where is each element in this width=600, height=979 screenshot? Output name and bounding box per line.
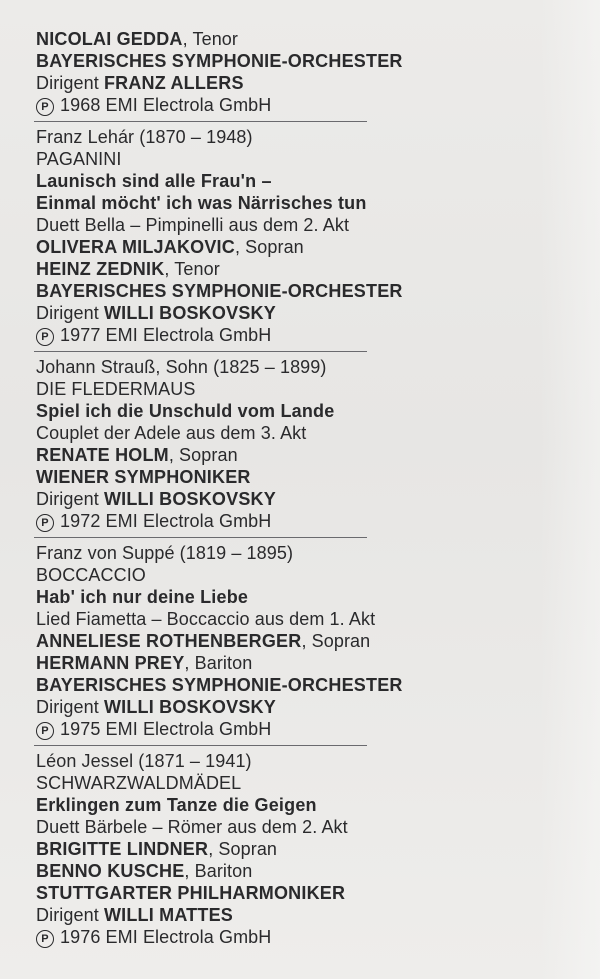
phonogram-copyright-icon: P — [36, 328, 54, 346]
credit-line — [36, 904, 576, 926]
credit-line — [36, 444, 576, 466]
bold-credit-text: Hab' ich nur deine Liebe — [36, 587, 249, 607]
credit-line — [36, 488, 576, 510]
credit-block — [36, 28, 576, 116]
section-divider — [34, 745, 367, 746]
credit-line — [36, 422, 576, 444]
bold-credit-text: RENATE HOLM — [36, 445, 169, 465]
voice-type: , Bariton — [184, 653, 253, 673]
credit-text: 1972 EMI Electrola GmbH — [60, 511, 272, 531]
credit-line — [36, 816, 576, 838]
bold-credit-text: Spiel ich die Unschuld vom Lande — [36, 401, 335, 421]
credit-line — [36, 772, 576, 794]
voice-type: , Sopran — [301, 631, 371, 651]
voice-type: , Tenor — [164, 259, 220, 279]
credit-line — [36, 302, 576, 324]
bold-credit-text: BRIGITTE LINDNER — [36, 839, 209, 859]
credit-line — [36, 794, 576, 816]
credit-text: Lied Fiametta – Boccaccio aus dem 1. Akt — [36, 609, 376, 629]
bold-credit-text: FRANZ ALLERS — [103, 73, 244, 93]
credit-block — [36, 542, 576, 740]
conductor-label: Dirigent — [36, 697, 104, 717]
voice-type: , Sopran — [208, 839, 278, 859]
credit-line — [36, 72, 576, 94]
credit-text: 1975 EMI Electrola GmbH — [60, 719, 272, 739]
credit-text: 1977 EMI Electrola GmbH — [60, 325, 272, 345]
credit-line — [36, 94, 576, 116]
credit-line — [36, 860, 576, 882]
phonogram-copyright-icon: P — [36, 722, 54, 740]
credit-line — [36, 280, 576, 302]
credit-text: PAGANINI — [36, 149, 122, 169]
voice-type: , Sopran — [234, 237, 304, 257]
phonogram-copyright-icon: P — [36, 98, 54, 116]
section-divider — [34, 121, 367, 122]
bold-credit-text: HEINZ ZEDNIK — [36, 259, 165, 279]
credit-line — [36, 564, 576, 586]
bold-credit-text: WILLI MATTES — [103, 905, 233, 925]
bold-credit-text: Erklingen zum Tanze die Geigen — [36, 795, 317, 815]
credit-line — [36, 586, 576, 608]
credit-line — [36, 608, 576, 630]
credit-line — [36, 378, 576, 400]
credit-line — [36, 126, 576, 148]
credit-line — [36, 50, 576, 72]
credit-text: SCHWARZWALDMÄDEL — [36, 773, 242, 793]
credit-block — [36, 356, 576, 532]
credit-line — [36, 236, 576, 258]
conductor-label: Dirigent — [36, 73, 104, 93]
credit-line — [36, 696, 576, 718]
credit-line — [36, 192, 576, 214]
credit-line — [36, 652, 576, 674]
bold-credit-text: HERMANN PREY — [36, 653, 185, 673]
section-divider — [34, 351, 367, 352]
credit-text: Duett Bella – Pimpinelli aus dem 2. Akt — [36, 215, 350, 235]
bold-credit-text: BENNO KUSCHE — [36, 861, 185, 881]
credit-line — [36, 466, 576, 488]
credit-line — [36, 324, 576, 346]
bold-credit-text: STUTTGARTER PHILHARMONIKER — [36, 883, 346, 903]
credit-text: Franz von Suppé (1819 – 1895) — [36, 543, 294, 563]
phonogram-copyright-icon: P — [36, 514, 54, 532]
bold-credit-text: BAYERISCHES SYMPHONIE-ORCHESTER — [36, 281, 403, 301]
voice-type: , Tenor — [182, 29, 239, 49]
credit-line — [36, 400, 576, 422]
bold-credit-text: ANNELIESE ROTHENBERGER — [36, 631, 302, 651]
bold-credit-text: OLIVERA MILJAKOVIC — [36, 237, 235, 257]
section-divider — [34, 537, 367, 538]
conductor-label: Dirigent — [36, 905, 104, 925]
credit-line — [36, 838, 576, 860]
phonogram-copyright-icon: P — [36, 930, 54, 948]
credit-line — [36, 926, 576, 948]
credit-text: 1968 EMI Electrola GmbH — [60, 95, 272, 115]
credit-line — [36, 258, 576, 280]
credit-line — [36, 542, 576, 564]
credit-line — [36, 510, 576, 532]
credit-block — [36, 126, 576, 346]
bold-credit-text: BAYERISCHES SYMPHONIE-ORCHESTER — [36, 675, 403, 695]
credit-line — [36, 630, 576, 652]
credit-text: BOCCACCIO — [36, 565, 146, 585]
bold-credit-text: BAYERISCHES SYMPHONIE-ORCHESTER — [36, 51, 403, 71]
credit-line — [36, 882, 576, 904]
credit-text: 1976 EMI Electrola GmbH — [60, 927, 272, 947]
liner-notes-text — [36, 28, 576, 948]
credit-block — [36, 750, 576, 948]
credit-text: Johann Strauß, Sohn (1825 – 1899) — [36, 357, 327, 377]
credit-text: Franz Lehár (1870 – 1948) — [36, 127, 253, 147]
bold-credit-text: NICOLAI GEDDA — [36, 29, 183, 49]
voice-type: , Sopran — [168, 445, 238, 465]
bold-credit-text: WILLI BOSKOVSKY — [103, 303, 276, 323]
bold-credit-text: WILLI BOSKOVSKY — [103, 489, 276, 509]
bold-credit-text: Einmal möcht' ich was Närrisches tun — [36, 193, 367, 213]
bold-credit-text: Launisch sind alle Frau'n – — [36, 171, 272, 191]
bold-credit-text: WIENER SYMPHONIKER — [36, 467, 251, 487]
conductor-label: Dirigent — [36, 303, 104, 323]
credit-line — [36, 148, 576, 170]
credit-text: DIE FLEDERMAUS — [36, 379, 196, 399]
credit-text: Couplet der Adele aus dem 3. Akt — [36, 423, 307, 443]
conductor-label: Dirigent — [36, 489, 104, 509]
credit-line — [36, 356, 576, 378]
credit-line — [36, 674, 576, 696]
credit-line — [36, 750, 576, 772]
credit-line — [36, 170, 576, 192]
credit-line — [36, 718, 576, 740]
credit-line — [36, 214, 576, 236]
credit-text: Léon Jessel (1871 – 1941) — [36, 751, 252, 771]
credit-text: Duett Bärbele – Römer aus dem 2. Akt — [36, 817, 348, 837]
bold-credit-text: WILLI BOSKOVSKY — [103, 697, 276, 717]
credit-line — [36, 28, 576, 50]
voice-type: , Bariton — [184, 861, 253, 881]
